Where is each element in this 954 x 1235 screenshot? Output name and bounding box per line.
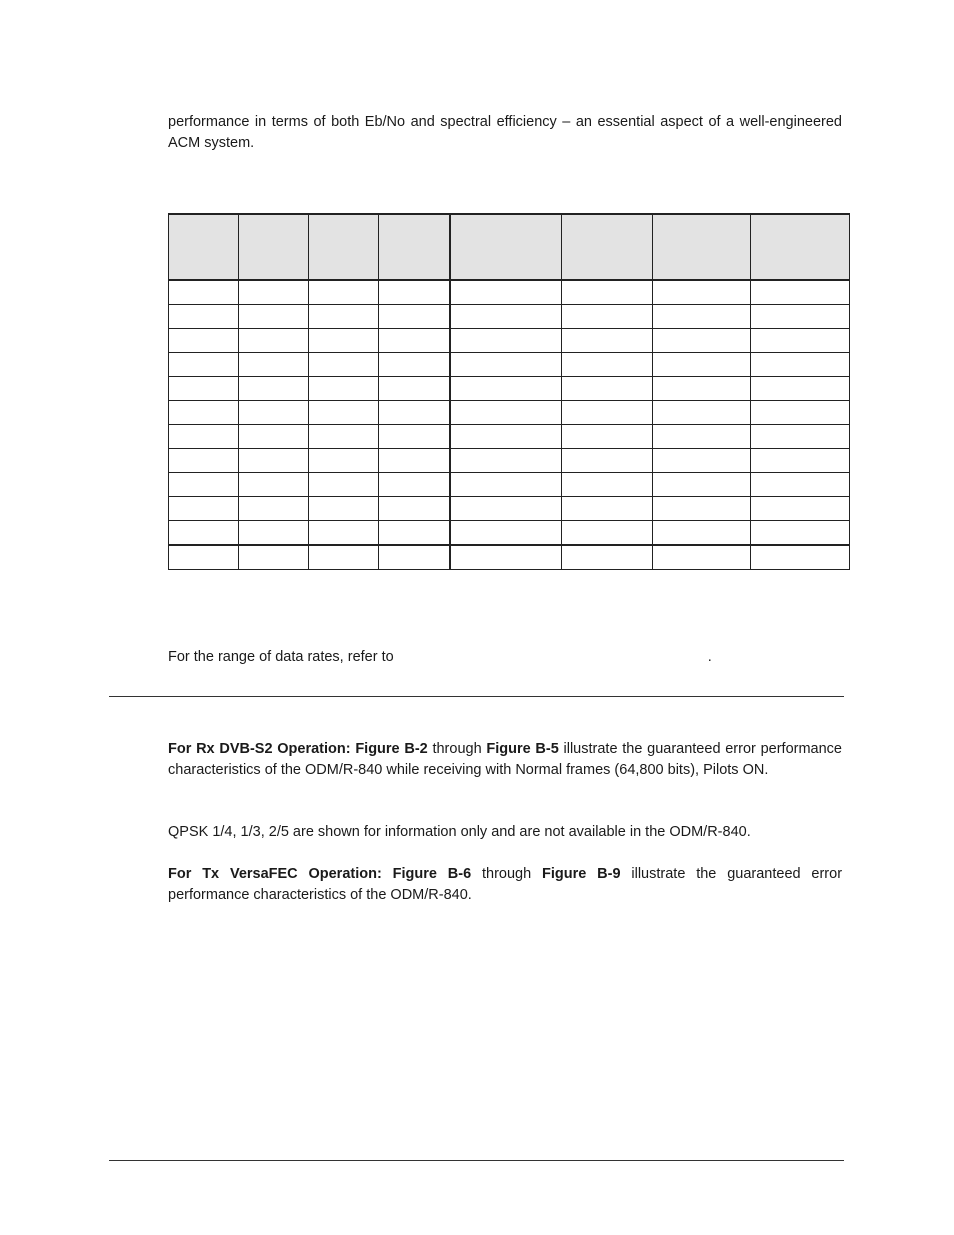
table-cell (169, 214, 239, 280)
table-row (169, 329, 850, 353)
table-cell (653, 473, 751, 497)
table-cell (379, 473, 450, 497)
table-cell (653, 377, 751, 401)
table-cell (751, 425, 850, 449)
table-header-row (169, 214, 850, 280)
table-cell (169, 425, 239, 449)
table-cell (239, 425, 309, 449)
tx-through: through (482, 866, 532, 882)
table-cell (562, 545, 653, 570)
table-row (169, 473, 850, 497)
table-cell (239, 545, 309, 570)
table-cell (309, 280, 379, 305)
table-cell (239, 401, 309, 425)
table-cell (239, 473, 309, 497)
table-cell (562, 353, 653, 377)
table-cell (309, 449, 379, 473)
table-cell (653, 280, 751, 305)
table-row (169, 497, 850, 521)
table-cell (653, 449, 751, 473)
table-cell (309, 401, 379, 425)
table-cell (379, 521, 450, 546)
table-cell (239, 449, 309, 473)
table-cell (169, 329, 239, 353)
data-rates-note (168, 647, 842, 668)
table-cell (751, 280, 850, 305)
table-cell (653, 401, 751, 425)
table-cell (379, 401, 450, 425)
table-cell (653, 521, 751, 546)
table-cell (562, 449, 653, 473)
table-cell (450, 353, 562, 377)
table-cell (751, 545, 850, 570)
qpsk-note: QPSK 1/4, 1/3, 2/5 are shown for information only and are not available in the ODM/R-840. (168, 824, 751, 840)
rx-figure-end-link[interactable]: Figure B-5 (486, 741, 559, 757)
table-row (169, 353, 850, 377)
tx-figure-end-link[interactable]: Figure B-9 (542, 866, 621, 882)
table-cell (450, 329, 562, 353)
table-cell (239, 280, 309, 305)
table-cell (379, 214, 450, 280)
table-cell (169, 497, 239, 521)
table-row (169, 280, 850, 305)
table-cell (309, 214, 379, 280)
table-row (169, 305, 850, 329)
table-cell (239, 497, 309, 521)
tx-description: illustrate the guaranteed error performance characteristics of the ODM/R-840. (168, 866, 843, 903)
data-rates-prefix: For the range of data rates, refer to (168, 649, 394, 665)
table-cell (450, 425, 562, 449)
table-cell (239, 377, 309, 401)
table-cell (239, 329, 309, 353)
table-cell (379, 329, 450, 353)
table-row (169, 521, 850, 546)
table-cell (169, 377, 239, 401)
table-cell (450, 377, 562, 401)
table-cell (751, 353, 850, 377)
table-cell (450, 497, 562, 521)
table-cell (309, 473, 379, 497)
table-cell (169, 401, 239, 425)
table-cell (562, 473, 653, 497)
table-cell (562, 401, 653, 425)
table-cell (309, 305, 379, 329)
rx-figure-start-link[interactable]: Figure B-2 (355, 741, 428, 757)
rx-lead: For Rx DVB-S2 Operation: (168, 741, 351, 757)
table-cell (169, 305, 239, 329)
table-cell (751, 305, 850, 329)
table-cell (309, 377, 379, 401)
table-cell (751, 449, 850, 473)
table-cell (379, 545, 450, 570)
tx-lead: For Tx VersaFEC Operation: (168, 866, 382, 882)
tx-figure-start-link[interactable]: Figure B-6 (392, 866, 472, 882)
table-row (169, 425, 850, 449)
table-cell (169, 353, 239, 377)
table-cell (379, 305, 450, 329)
table-cell (309, 425, 379, 449)
table-cell (309, 545, 379, 570)
table-row (169, 449, 850, 473)
footer-divider (109, 1160, 844, 1161)
table-cell (239, 305, 309, 329)
table-cell (751, 329, 850, 353)
table-cell (751, 473, 850, 497)
table-cell (450, 214, 562, 280)
table-cell (239, 521, 309, 546)
table-cell (562, 521, 653, 546)
table-cell (751, 214, 850, 280)
table-cell (379, 425, 450, 449)
section-divider (109, 696, 844, 697)
table-cell (751, 521, 850, 546)
table-cell (562, 377, 653, 401)
table-cell (653, 353, 751, 377)
table-cell (450, 521, 562, 546)
table-cell (169, 449, 239, 473)
table-cell (653, 329, 751, 353)
table-cell (562, 329, 653, 353)
table-cell (562, 305, 653, 329)
table-row (169, 545, 850, 570)
table-cell (562, 214, 653, 280)
table-cell (379, 377, 450, 401)
table-cell (562, 280, 653, 305)
table-cell (309, 329, 379, 353)
table-cell (653, 497, 751, 521)
intro-paragraph: performance in terms of both Eb/No and spectral efficiency – an essential aspect of a well-engineered ACM system. (168, 114, 842, 151)
table-cell (309, 497, 379, 521)
data-rates-suffix: . (707, 649, 712, 665)
table-cell (562, 497, 653, 521)
table-cell (450, 305, 562, 329)
table-cell (653, 425, 751, 449)
table-cell (450, 401, 562, 425)
table-cell (169, 280, 239, 305)
modcod-table (168, 213, 850, 570)
table-cell (169, 521, 239, 546)
table-cell (309, 521, 379, 546)
table-cell (653, 545, 751, 570)
tx-operation-paragraph (168, 864, 842, 906)
table-row (169, 401, 850, 425)
table-cell (562, 425, 653, 449)
table-cell (653, 305, 751, 329)
rx-operation-paragraph (168, 739, 842, 781)
table-cell (169, 473, 239, 497)
table-cell (309, 353, 379, 377)
table-cell (379, 353, 450, 377)
table-cell (450, 473, 562, 497)
table-cell (379, 497, 450, 521)
table-cell (450, 280, 562, 305)
table-cell (751, 497, 850, 521)
table-cell (379, 449, 450, 473)
table-cell (239, 353, 309, 377)
table-cell (239, 214, 309, 280)
table-row (169, 377, 850, 401)
table-cell (450, 545, 562, 570)
table-cell (379, 280, 450, 305)
table-cell (653, 214, 751, 280)
table-cell (450, 449, 562, 473)
table-cell (751, 377, 850, 401)
rx-description: illustrate the guaranteed error performance characteristics of the ODM/R-840 while receiving with Normal frames (64,800 bits), Pilots ON. (168, 741, 842, 778)
table-cell (751, 401, 850, 425)
table-cell (169, 545, 239, 570)
rx-through: through (432, 741, 482, 757)
